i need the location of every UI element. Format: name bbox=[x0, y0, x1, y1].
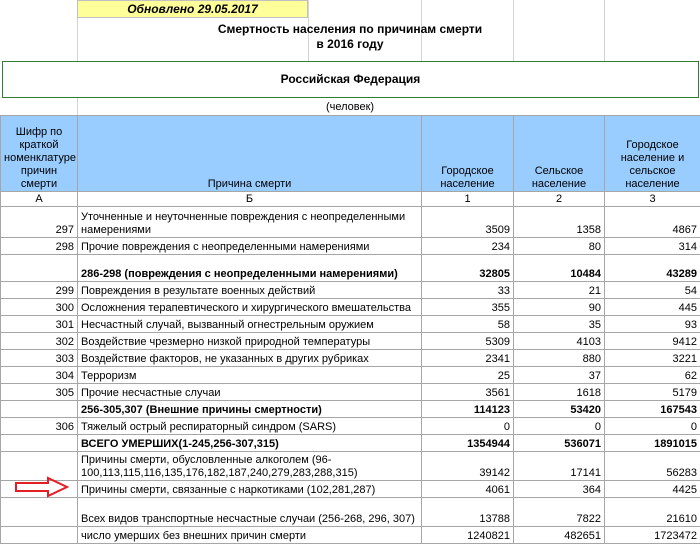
cell-cause[interactable]: 256-305,307 (Внешние причины смертности) bbox=[78, 401, 422, 418]
table-row bbox=[1, 282, 700, 299]
cell-cause[interactable]: Прочие повреждения с неопределенными намерениями bbox=[78, 238, 422, 255]
table-row bbox=[1, 350, 700, 367]
cell-code[interactable]: 302 bbox=[1, 333, 78, 350]
cell-urban[interactable]: 25 bbox=[422, 367, 514, 384]
cell-total[interactable]: 56283 bbox=[605, 452, 700, 481]
cell-code[interactable] bbox=[1, 498, 78, 527]
header-cause[interactable]: Причина смерти bbox=[78, 116, 422, 192]
cell-urban[interactable]: 13788 bbox=[422, 498, 514, 527]
cell-total[interactable]: 9412 bbox=[605, 333, 700, 350]
cell-rural[interactable]: 35 bbox=[514, 316, 605, 333]
cell-total[interactable]: 93 bbox=[605, 316, 700, 333]
cell-total[interactable]: 314 bbox=[605, 238, 700, 255]
cell-rural[interactable]: 90 bbox=[514, 299, 605, 316]
red-arrow-icon bbox=[14, 476, 70, 498]
cell-total[interactable]: 4425 bbox=[605, 481, 700, 498]
table-row bbox=[1, 367, 700, 384]
cell-cause[interactable]: 286-298 (повреждения с неопределенными намерениями) bbox=[78, 255, 422, 282]
cell-rural[interactable]: 364 bbox=[514, 481, 605, 498]
cell-rural[interactable]: 880 bbox=[514, 350, 605, 367]
cell-cause[interactable]: Воздействие чрезмерно низкой природной температуры bbox=[78, 333, 422, 350]
cell-cause[interactable]: Тяжелый острый респираторный синдром (SARS) bbox=[78, 418, 422, 435]
cell-code[interactable]: 306 bbox=[1, 418, 78, 435]
cell-total[interactable]: 0 bbox=[605, 418, 700, 435]
cell-total[interactable]: 62 bbox=[605, 367, 700, 384]
letter-total[interactable]: 3 bbox=[605, 192, 700, 207]
cell-code[interactable] bbox=[1, 401, 78, 418]
cell-total[interactable]: 4867 bbox=[605, 207, 700, 238]
region-cell[interactable]: Российская Федерация bbox=[2, 61, 699, 98]
letter-urban[interactable]: 1 bbox=[422, 192, 514, 207]
cell-total[interactable]: 43289 bbox=[605, 255, 700, 282]
table-row bbox=[1, 333, 700, 350]
table-row bbox=[1, 527, 700, 544]
table-row bbox=[1, 435, 700, 452]
cell-total[interactable]: 445 bbox=[605, 299, 700, 316]
cell-total[interactable]: 1891015 bbox=[605, 435, 700, 452]
cell-urban[interactable]: 5309 bbox=[422, 333, 514, 350]
cell-cause[interactable]: Осложнения терапевтического и хирургического вмешательства bbox=[78, 299, 422, 316]
table-row bbox=[1, 299, 700, 316]
cell-rural[interactable]: 53420 bbox=[514, 401, 605, 418]
cell-urban[interactable]: 355 bbox=[422, 299, 514, 316]
cell-rural[interactable]: 37 bbox=[514, 367, 605, 384]
header-total[interactable]: Городское население и сельское население bbox=[605, 116, 700, 192]
title-line-2: в 2016 году bbox=[0, 37, 700, 52]
page-title bbox=[0, 22, 700, 52]
cell-urban[interactable]: 32805 bbox=[422, 255, 514, 282]
cell-cause[interactable]: число умерших без внешних причин смерти bbox=[78, 527, 422, 544]
letter-code[interactable]: А bbox=[1, 192, 78, 207]
cell-total[interactable]: 54 bbox=[605, 282, 700, 299]
cell-urban[interactable]: 58 bbox=[422, 316, 514, 333]
cell-cause[interactable]: Терроризм bbox=[78, 367, 422, 384]
cell-urban[interactable]: 2341 bbox=[422, 350, 514, 367]
cell-cause[interactable]: Воздействие факторов, не указанных в других рубриках bbox=[78, 350, 422, 367]
table-row bbox=[1, 418, 700, 435]
cell-code[interactable]: 305 bbox=[1, 384, 78, 401]
cell-urban[interactable]: 1240821 bbox=[422, 527, 514, 544]
header-urban[interactable]: Городское население bbox=[422, 116, 514, 192]
cell-code[interactable]: 298 bbox=[1, 238, 78, 255]
letter-cause[interactable]: Б bbox=[78, 192, 422, 207]
cell-cause[interactable]: ВСЕГО УМЕРШИХ(1-245,256-307,315) bbox=[78, 435, 422, 452]
cell-code[interactable]: 301 bbox=[1, 316, 78, 333]
cell-cause[interactable]: Несчастный случай, вызванный огнестрельным оружием bbox=[78, 316, 422, 333]
cell-rural[interactable]: 10484 bbox=[514, 255, 605, 282]
table-row bbox=[1, 316, 700, 333]
cell-cause[interactable]: Причины смерти, связанные с наркотиками (102,281,287) bbox=[78, 481, 422, 498]
table-row bbox=[1, 401, 700, 418]
cell-rural[interactable]: 4103 bbox=[514, 333, 605, 350]
cell-total[interactable]: 167543 bbox=[605, 401, 700, 418]
cell-rural[interactable]: 7822 bbox=[514, 498, 605, 527]
table-row bbox=[1, 481, 700, 498]
cell-rural[interactable]: 1358 bbox=[514, 207, 605, 238]
cell-rural[interactable]: 21 bbox=[514, 282, 605, 299]
title-line-1: Смертность населения по причинам смерти bbox=[0, 22, 700, 37]
cell-total[interactable]: 5179 bbox=[605, 384, 700, 401]
cell-urban[interactable]: 0 bbox=[422, 418, 514, 435]
mortality-table bbox=[0, 115, 700, 544]
cell-cause[interactable]: Повреждения в результате военных действий bbox=[78, 282, 422, 299]
table-row bbox=[1, 207, 700, 238]
cell-urban[interactable]: 3509 bbox=[422, 207, 514, 238]
cell-urban[interactable]: 114123 bbox=[422, 401, 514, 418]
cell-code[interactable]: 300 bbox=[1, 299, 78, 316]
cell-code[interactable] bbox=[1, 435, 78, 452]
cell-rural[interactable]: 80 bbox=[514, 238, 605, 255]
column-letters-row bbox=[1, 192, 700, 207]
cell-rural[interactable]: 482651 bbox=[514, 527, 605, 544]
cell-rural[interactable]: 17141 bbox=[514, 452, 605, 481]
cell-rural[interactable]: 1618 bbox=[514, 384, 605, 401]
cell-code[interactable]: 304 bbox=[1, 367, 78, 384]
cell-urban[interactable]: 4061 bbox=[422, 481, 514, 498]
cell-cause[interactable]: Причины смерти, обусловленные алкоголем (96-100,113,115,116,135,176,182,187,240,279,283,288,315) bbox=[78, 452, 422, 481]
cell-urban[interactable]: 39142 bbox=[422, 452, 514, 481]
cell-urban[interactable]: 1354944 bbox=[422, 435, 514, 452]
cell-code[interactable] bbox=[1, 527, 78, 544]
cell-code[interactable]: 303 bbox=[1, 350, 78, 367]
header-row bbox=[1, 116, 700, 192]
cell-cause[interactable]: Уточненные и неуточненные повреждения с неопределенными намерениями bbox=[78, 207, 422, 238]
table-row bbox=[1, 238, 700, 255]
cell-cause[interactable]: Всех видов транспортные несчастные случаи (256-268, 296, 307) bbox=[78, 498, 422, 527]
letter-rural[interactable]: 2 bbox=[514, 192, 605, 207]
header-code[interactable]: Шифр по краткой номенклатуре причин смерти bbox=[1, 116, 78, 192]
cell-urban[interactable]: 3561 bbox=[422, 384, 514, 401]
header-rural[interactable]: Сельское население bbox=[514, 116, 605, 192]
cell-cause[interactable]: Прочие несчастные случаи bbox=[78, 384, 422, 401]
cell-total[interactable]: 21610 bbox=[605, 498, 700, 527]
table-row bbox=[1, 498, 700, 527]
table-row bbox=[1, 452, 700, 481]
cell-total[interactable]: 3221 bbox=[605, 350, 700, 367]
cell-rural[interactable]: 0 bbox=[514, 418, 605, 435]
cell-urban[interactable]: 234 bbox=[422, 238, 514, 255]
units-label: (человек) bbox=[0, 100, 700, 114]
updated-date: Обновлено 29.05.2017 bbox=[77, 0, 308, 18]
table-row bbox=[1, 255, 700, 282]
cell-total[interactable]: 1723472 bbox=[605, 527, 700, 544]
cell-code[interactable]: 297 bbox=[1, 207, 78, 238]
cell-code[interactable]: 299 bbox=[1, 282, 78, 299]
table-row bbox=[1, 384, 700, 401]
cell-rural[interactable]: 536071 bbox=[514, 435, 605, 452]
cell-code[interactable] bbox=[1, 255, 78, 282]
cell-urban[interactable]: 33 bbox=[422, 282, 514, 299]
